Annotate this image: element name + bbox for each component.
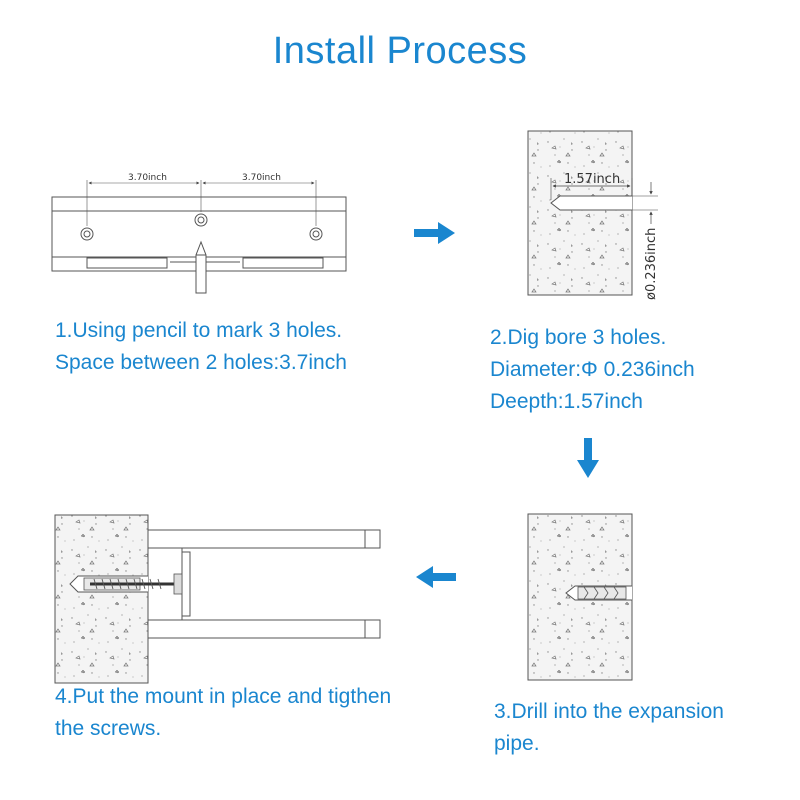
step2-line: Diameter:Φ 0.236inch xyxy=(490,358,695,381)
arrow-down-icon xyxy=(577,438,599,478)
dim-bore-depth: 1.57inch xyxy=(564,172,621,187)
dim-bore-diameter: ø0.236inch xyxy=(644,227,659,300)
step3-anchor-drawing xyxy=(528,514,632,680)
step1-line: Space between 2 holes:3.7inch xyxy=(55,351,347,374)
step4-caption xyxy=(55,681,391,745)
step3-line: 3.Drill into the expansion xyxy=(494,700,724,723)
step2-caption xyxy=(490,322,695,418)
arrow-right-icon xyxy=(414,222,455,244)
step3-line: pipe. xyxy=(494,732,540,755)
step1-line: 1.Using pencil to mark 3 holes. xyxy=(55,319,343,342)
step2-line: Deepth:1.57inch xyxy=(490,390,643,413)
step2-line: 2.Dig bore 3 holes. xyxy=(490,326,667,349)
step2-bore-drawing xyxy=(528,131,658,295)
step1-caption xyxy=(55,315,347,379)
dim-hole-spacing-right: 3.70inch xyxy=(242,173,281,183)
dim-hole-spacing-left: 3.70inch xyxy=(128,173,167,183)
step3-caption xyxy=(494,696,724,760)
step4-line: 4.Put the mount in place and tigthen xyxy=(55,685,392,708)
step4-mount-drawing xyxy=(55,515,380,683)
page-title: Install Process xyxy=(272,30,528,72)
arrow-left-icon xyxy=(416,566,456,588)
step4-line: the screws. xyxy=(55,717,162,740)
